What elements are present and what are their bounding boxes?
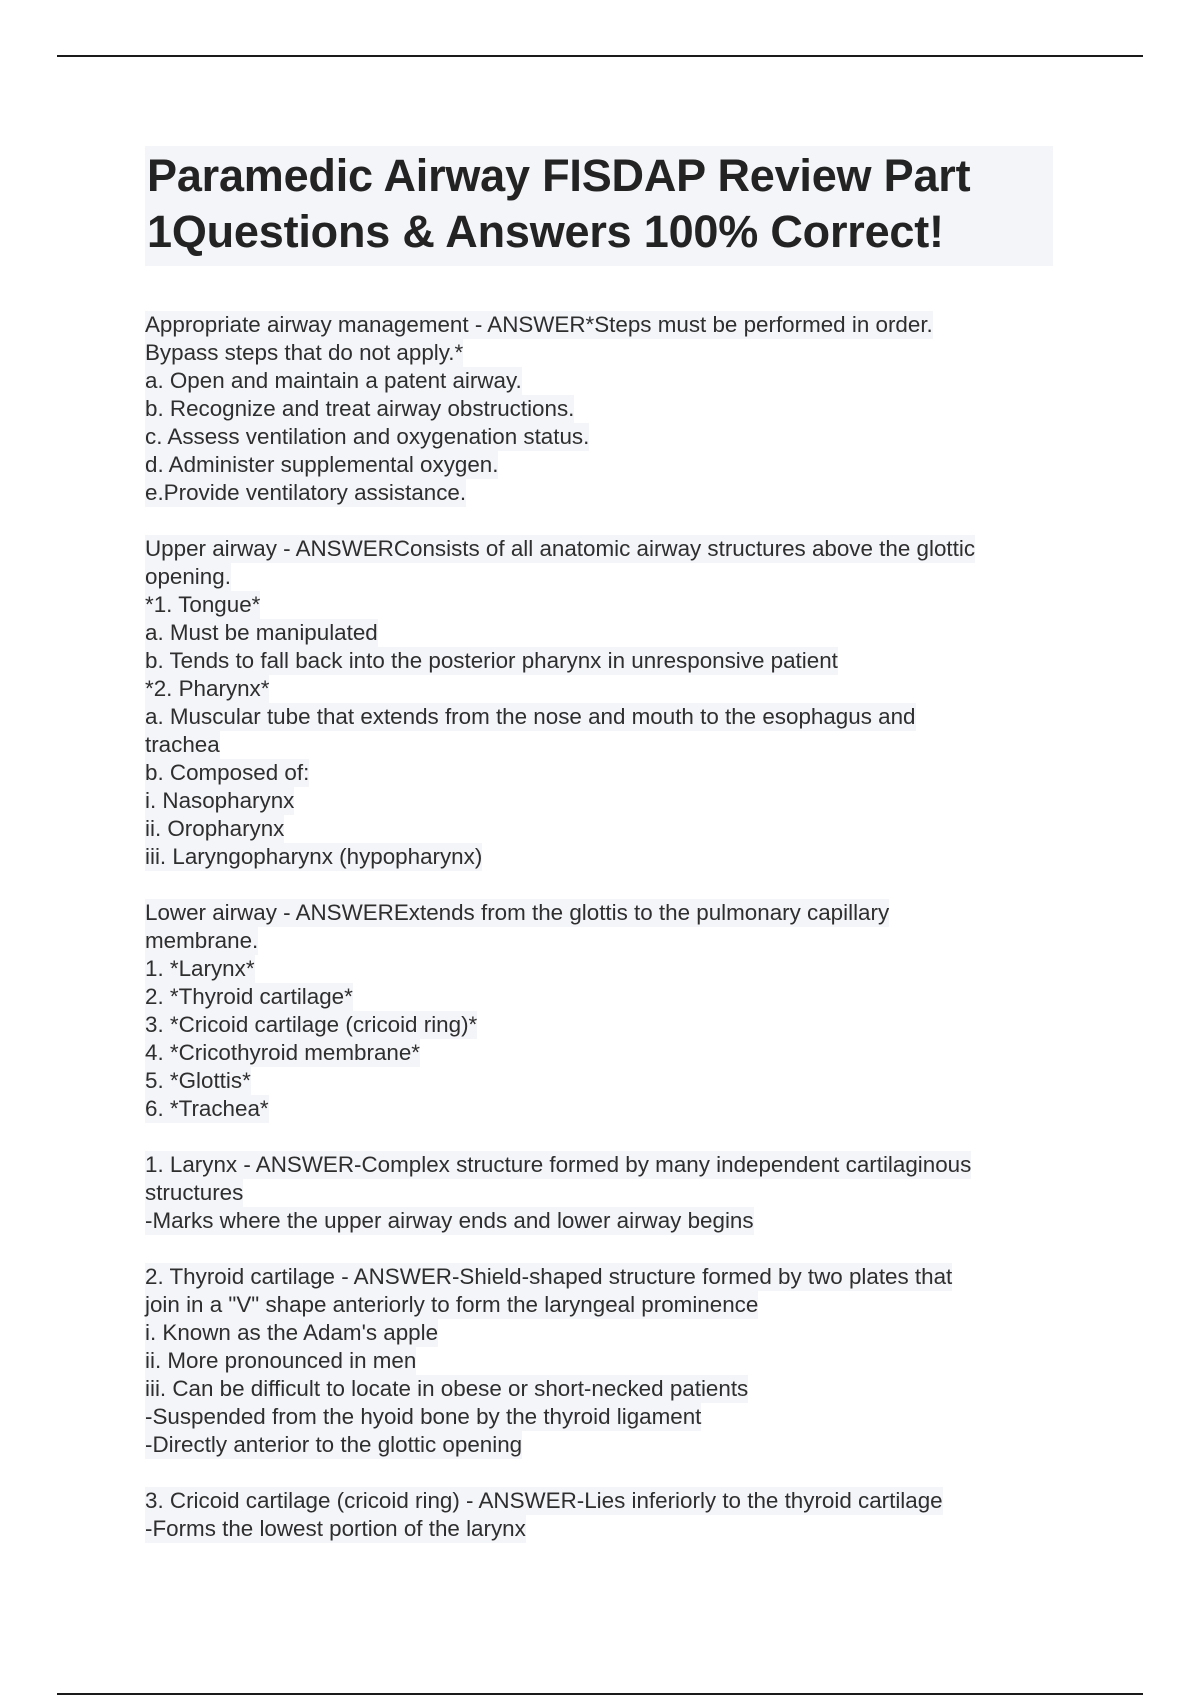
text-line: Appropriate airway management - ANSWER*Steps must be performed in order.: [145, 312, 933, 337]
document-body: [145, 311, 1065, 1571]
text-line: 6. *Trachea*: [145, 1096, 269, 1121]
qa-section-appropriate-airway-management: [145, 311, 1065, 507]
text-line: -Forms the lowest portion of the larynx: [145, 1516, 526, 1541]
text-line: opening.: [145, 564, 231, 589]
text-line: a. Muscular tube that extends from the nose and mouth to the esophagus and: [145, 704, 916, 729]
text-line: b. Recognize and treat airway obstructions.: [145, 396, 575, 421]
text-line: 2. Thyroid cartilage - ANSWER-Shield-shaped structure formed by two plates that: [145, 1264, 953, 1289]
text-line: a. Open and maintain a patent airway.: [145, 368, 522, 393]
qa-section-cricoid-cartilage: [145, 1487, 1065, 1543]
text-line: b. Composed of:: [145, 760, 310, 785]
text-line: trachea: [145, 732, 220, 757]
text-line: 4. *Cricothyroid membrane*: [145, 1040, 421, 1065]
text-line: 5. *Glottis*: [145, 1068, 251, 1093]
qa-section-thyroid-cartilage: [145, 1263, 1065, 1459]
text-line: *1. Tongue*: [145, 592, 261, 617]
text-line: c. Assess ventilation and oxygenation status.: [145, 424, 590, 449]
text-line: a. Must be manipulated: [145, 620, 378, 645]
text-line: Lower airway - ANSWERExtends from the glottis to the pulmonary capillary: [145, 900, 890, 925]
text-line: structures: [145, 1180, 244, 1205]
text-line: iii. Laryngopharynx (hypopharynx): [145, 844, 483, 869]
text-line: -Marks where the upper airway ends and lower airway begins: [145, 1208, 754, 1233]
text-line: 1. Larynx - ANSWER-Complex structure formed by many independent cartilaginous: [145, 1152, 972, 1177]
text-line: b. Tends to fall back into the posterior pharynx in unresponsive patient: [145, 648, 838, 673]
text-line: ii. Oropharynx: [145, 816, 285, 841]
text-line: i. Nasopharynx: [145, 788, 295, 813]
text-line: 3. Cricoid cartilage (cricoid ring) - ANSWER-Lies inferiorly to the thyroid cartilage: [145, 1488, 943, 1513]
text-line: *2. Pharynx*: [145, 676, 270, 701]
text-line: membrane.: [145, 928, 259, 953]
text-line: e.Provide ventilatory assistance.: [145, 480, 467, 505]
text-line: Bypass steps that do not apply.*: [145, 340, 464, 365]
qa-section-upper-airway: [145, 535, 1065, 871]
text-line: iii. Can be difficult to locate in obese or short-necked patients: [145, 1376, 749, 1401]
text-line: 3. *Cricoid cartilage (cricoid ring)*: [145, 1012, 478, 1037]
text-line: 1. *Larynx*: [145, 956, 255, 981]
text-line: Upper airway - ANSWERConsists of all anatomic airway structures above the glottic: [145, 536, 976, 561]
qa-section-larynx: [145, 1151, 1065, 1235]
bottom-divider: [57, 1693, 1143, 1695]
title-block: [145, 146, 1053, 266]
text-line: ii. More pronounced in men: [145, 1348, 417, 1373]
text-line: d. Administer supplemental oxygen.: [145, 452, 499, 477]
top-divider: [57, 55, 1143, 57]
text-line: -Directly anterior to the glottic opening: [145, 1432, 523, 1457]
text-line: join in a "V" shape anteriorly to form the laryngeal prominence: [145, 1292, 759, 1317]
qa-section-lower-airway: [145, 899, 1065, 1123]
text-line: 2. *Thyroid cartilage*: [145, 984, 353, 1009]
text-line: -Suspended from the hyoid bone by the thyroid ligament: [145, 1404, 702, 1429]
text-line: i. Known as the Adam's apple: [145, 1320, 439, 1345]
page-title: Paramedic Airway FISDAP Review Part 1Questions & Answers 100% Correct!: [147, 150, 971, 257]
